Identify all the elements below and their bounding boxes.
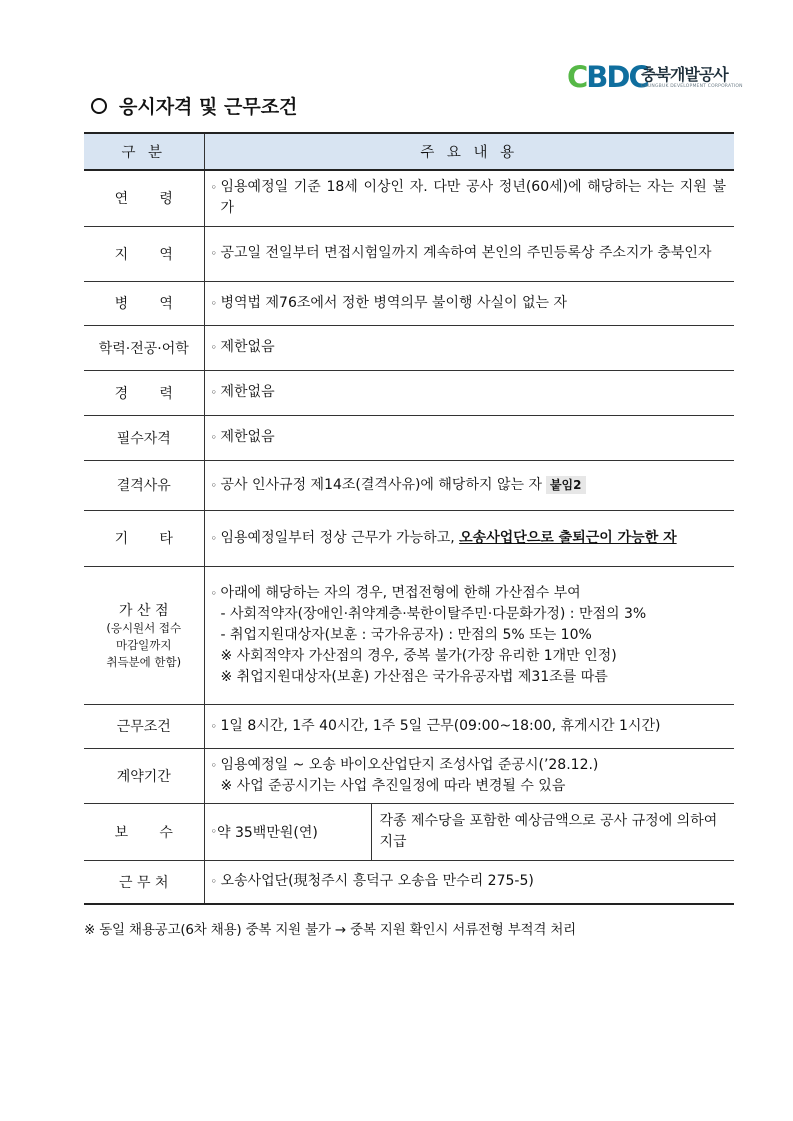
row-content-age: 임용예정일 기준 18세 이상인 자. 다만 공사 정년(60세)에 해당하는 자는 지원 불가 [220,179,726,217]
row-category-license: 필수자격 [84,415,204,460]
company-logo [567,58,743,98]
bullet-icon: ◦ [210,181,217,195]
row-content-region: 공고일 전일부터 면접시험일까지 계속하여 본인의 주민등록상 주소지가 충북인자 [220,245,712,261]
row-content-contract: 임용예정일 ~ 오송 바이오산업단지 조성사업 준공시(’28.12.) [220,756,599,773]
table-row [84,370,734,415]
row-category-career: 경 력 [84,370,204,415]
row-content-license: 제한없음 [220,429,275,445]
bullet-icon: ◦ [210,586,217,600]
table-row [84,803,734,860]
table-row [84,704,734,748]
logo-mark: CBDC [567,60,648,94]
row-content-disqual: 공사 인사규정 제14조(결격사유)에 해당하지 않는 자 [220,476,542,493]
bullet-icon: ◦ [210,719,217,733]
row-category-contract: 계약기간 [84,748,204,803]
row-content-place: 오송사업단(現청주시 흥덕구 오송읍 만수리 275-5) [220,873,534,890]
bullet-icon: ◦ [210,825,217,838]
table-row [84,170,734,226]
circle-bullet-icon [91,98,107,114]
bullet-icon: ◦ [210,875,217,889]
bullet-icon: ◦ [210,431,217,444]
bullet-icon: ◦ [210,758,217,772]
bullet-icon: ◦ [210,531,217,545]
pay-amount: 약 35백만원(연) [217,824,318,841]
table-row [84,325,734,370]
bonus-line-1: 아래에 해당하는 자의 경우, 면접전형에 한해 가산점수 부여 [220,584,581,601]
bonus-note-2: 마감일까지 [115,637,172,652]
bonus-note-3: 취득분에 한함) [106,654,182,669]
bonus-note-1: (응시원서 접수 [106,620,182,635]
bullet-icon: ◦ [210,341,217,354]
bullet-icon: ◦ [210,296,217,310]
table-row [84,748,734,803]
pay-note: 각종 제수당을 포함한 예상금액으로 공사 규정에 의하여 지급 [379,812,718,850]
row-content-military: 병역법 제76조에서 정한 병역의무 불이행 사실이 없는 자 [220,294,567,311]
bonus-line-2: - 사회적약자(장애인·취약계층·북한이탈주민·다문화가정) : 만점의 3% [220,605,647,622]
row-content-etc-emphasis: 오송사업단으로 출퇴근이 가능한 자 [459,529,677,546]
attachment-badge: 붙임2 [546,476,586,494]
row-category-military: 병 역 [84,281,204,325]
table-row [84,510,734,566]
footnote: ※ 동일 채용공고(6차 채용) 중복 지원 불가 → 중복 지원 확인시 서류전형 부적격 처리 [84,922,577,938]
table-row [84,226,734,281]
table-row [84,415,734,460]
bonus-line-4: ※ 사회적약자 가산점의 경우, 중복 불가(가장 유리한 1개만 인정) [220,647,617,664]
row-category-disqual: 결격사유 [84,460,204,510]
row-content-education: 제한없음 [220,339,275,355]
row-content-conditions: 1일 8시간, 1주 40시간, 1주 5일 근무(09:00~18:00, 휴게시간 1시간) [220,717,661,734]
table-row [84,860,734,904]
table-header [84,133,734,170]
header-category: 구 분 [84,133,204,170]
bonus-title: 가 산 점 [119,602,169,619]
table-row [84,566,734,704]
section-title-text: 응시자격 및 근무조건 [119,96,298,118]
bullet-icon: ◦ [210,247,217,260]
table-row [84,460,734,510]
logo-name-en: CHUNGBUK DEVELOPMENT CORPORATION [641,84,743,89]
row-category-place: 근 무 처 [84,860,204,904]
row-category-education: 학력·전공·어학 [84,325,204,370]
contract-note: ※ 사업 준공시기는 사업 추진일정에 따라 변경될 수 있음 [220,777,566,794]
row-category-pay: 보 수 [84,803,204,860]
row-content-career: 제한없음 [220,384,275,400]
row-category-conditions: 근무조건 [84,704,204,748]
table-row [84,281,734,325]
row-category-bonus [84,566,204,704]
logo-name-ko: 충북개발공사 [641,65,728,84]
bonus-line-5: ※ 취업지원대상자(보훈) 가산점은 국가유공자법 제31조를 따름 [220,668,608,685]
header-content: 주 요 내 용 [204,133,734,170]
row-category-etc: 기 타 [84,510,204,566]
bonus-line-3: - 취업지원대상자(보훈 : 국가유공자) : 만점의 5% 또는 10% [220,626,592,643]
bullet-icon: ◦ [210,478,217,492]
section-title [91,92,297,119]
row-content-etc: 임용예정일부터 정상 근무가 가능하고, [220,529,460,546]
qualification-table [84,132,734,905]
bullet-icon: ◦ [210,386,217,399]
row-category-region: 지 역 [84,226,204,281]
row-category-age: 연 령 [84,170,204,226]
